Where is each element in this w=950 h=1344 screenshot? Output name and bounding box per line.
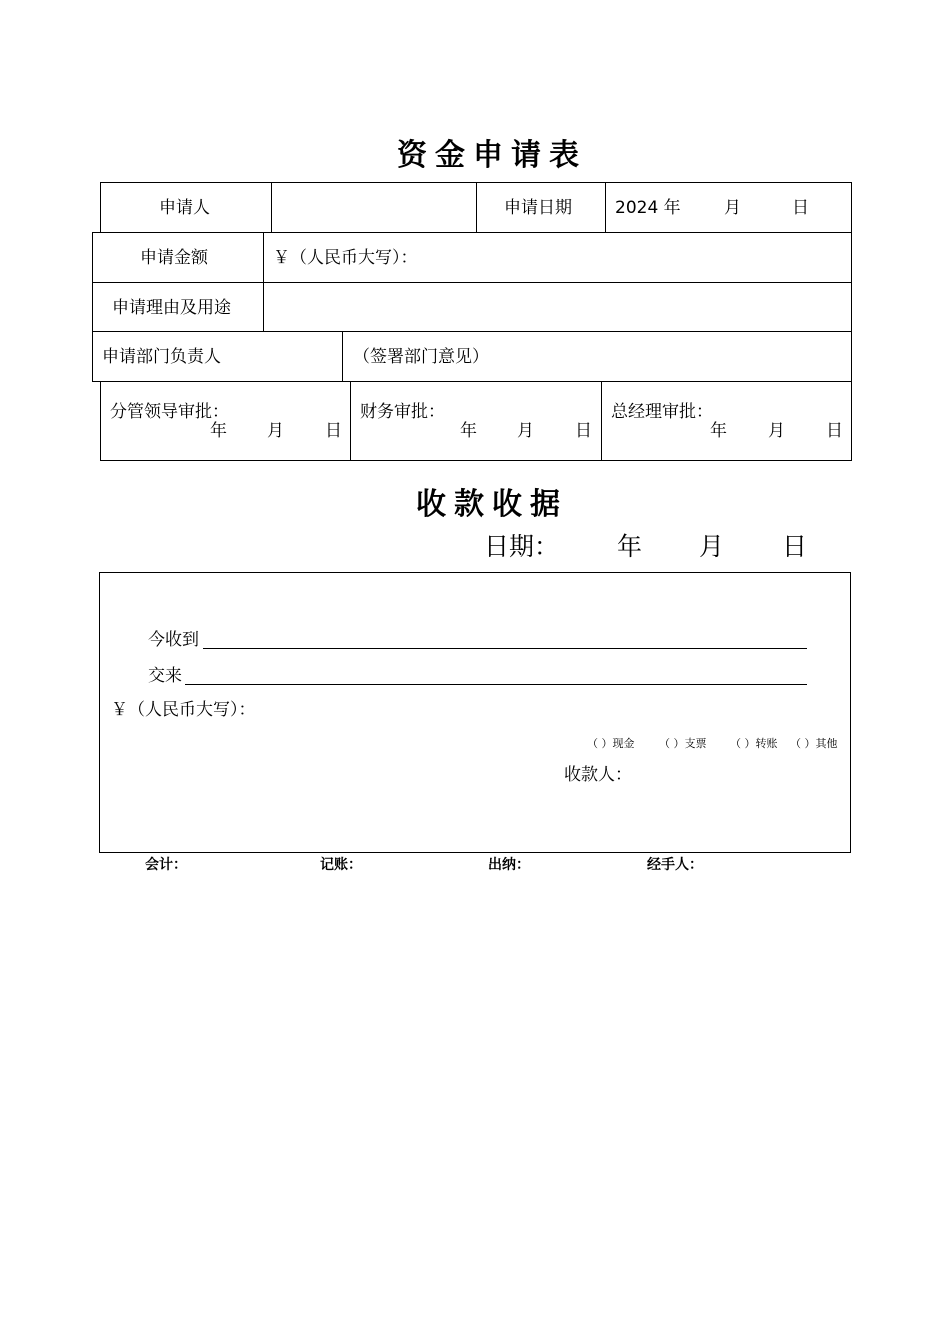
amount-label: 申请金额 bbox=[140, 248, 208, 268]
form-row-divider bbox=[92, 381, 852, 382]
apply-date-month: 月 bbox=[724, 198, 741, 218]
form-col-divider bbox=[605, 182, 606, 232]
receipt-amount-field[interactable]: ￥（人民币大写）： bbox=[111, 700, 256, 720]
applicant-field[interactable] bbox=[273, 184, 475, 230]
form-border-left bbox=[100, 182, 101, 232]
receipt-date-month: 月 bbox=[699, 532, 725, 561]
form-border-left bbox=[92, 232, 93, 381]
payment-method-check[interactable]: （ ）支票 bbox=[659, 737, 707, 750]
form-row-divider bbox=[92, 282, 852, 283]
form-col-divider bbox=[342, 331, 343, 381]
payment-method-cash[interactable]: （ ）现金 bbox=[587, 737, 635, 750]
form-col-divider bbox=[271, 182, 272, 232]
form-col-divider bbox=[263, 232, 264, 331]
form-border-left bbox=[100, 381, 101, 460]
received-from-line[interactable] bbox=[203, 648, 807, 649]
approval-finance-year: 年 bbox=[460, 421, 477, 441]
cashier-label: 出纳： bbox=[488, 857, 530, 873]
approval-leader-day: 日 bbox=[325, 421, 342, 441]
approval-finance-month: 月 bbox=[517, 421, 534, 441]
paid-for-line[interactable] bbox=[185, 684, 807, 685]
form-border-right bbox=[851, 182, 852, 461]
form-col-divider bbox=[601, 381, 602, 460]
paid-for-label: 交来 bbox=[148, 666, 182, 686]
approval-gm-label: 总经理审批： bbox=[611, 402, 713, 422]
apply-date-day: 日 bbox=[792, 198, 809, 218]
receipt-title: 收款收据 bbox=[416, 487, 568, 522]
payee-label: 收款人： bbox=[564, 765, 632, 785]
approval-leader-label: 分管领导审批： bbox=[110, 402, 229, 422]
form-row-divider bbox=[92, 331, 852, 332]
receipt-date-day: 日 bbox=[782, 532, 808, 561]
apply-date-year: 2024 年 bbox=[615, 198, 681, 218]
form-col-divider bbox=[476, 182, 477, 232]
payment-method-transfer[interactable]: （ ）转账 bbox=[730, 737, 778, 750]
accountant-label: 会计： bbox=[145, 857, 187, 873]
form-col-divider bbox=[350, 381, 351, 460]
application-form-title: 资金申请表 bbox=[397, 138, 587, 173]
reason-label: 申请理由及用途 bbox=[112, 298, 231, 318]
receipt-date-label: 日期： bbox=[484, 532, 560, 561]
receipt-date-year: 年 bbox=[617, 532, 643, 561]
dept-head-label: 申请部门负责人 bbox=[102, 347, 221, 367]
approval-gm-day: 日 bbox=[826, 421, 843, 441]
apply-date-label: 申请日期 bbox=[504, 198, 572, 218]
handler-label: 经手人： bbox=[647, 857, 703, 873]
form-border-bottom bbox=[100, 460, 852, 461]
approval-leader-month: 月 bbox=[267, 421, 284, 441]
approval-finance-label: 财务审批： bbox=[360, 402, 445, 422]
approval-finance-day: 日 bbox=[575, 421, 592, 441]
payment-method-other[interactable]: （ ）其他 bbox=[790, 737, 838, 750]
dept-opinion-field[interactable]: （签署部门意见） bbox=[353, 347, 489, 367]
form-row-divider bbox=[92, 232, 852, 233]
approval-leader-year: 年 bbox=[210, 421, 227, 441]
reason-field[interactable] bbox=[265, 284, 850, 330]
applicant-label: 申请人 bbox=[159, 198, 210, 218]
amount-field[interactable]: ￥（人民币大写）： bbox=[273, 248, 418, 268]
approval-gm-year: 年 bbox=[710, 421, 727, 441]
approval-gm-month: 月 bbox=[768, 421, 785, 441]
received-from-label: 今收到 bbox=[148, 630, 199, 650]
bookkeeper-label: 记账： bbox=[320, 857, 362, 873]
